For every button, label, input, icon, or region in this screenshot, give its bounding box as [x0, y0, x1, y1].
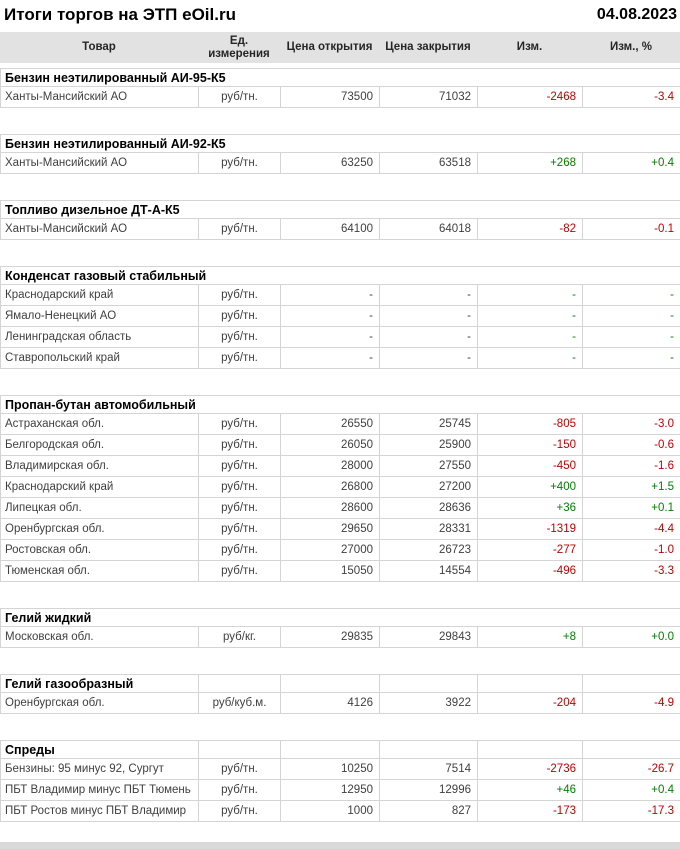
product-cell: Оренбургская обл. — [1, 693, 199, 713]
column-header-open-price: Цена открытия — [286, 41, 373, 53]
change-pct-cell: +0.1 — [583, 498, 680, 518]
table-row — [0, 693, 680, 714]
column-header-close-price: Цена закрытия — [385, 41, 471, 53]
change-pct-cell: -3.0 — [583, 414, 680, 434]
change-cell: -204 — [478, 693, 583, 713]
empty-cell — [583, 741, 680, 758]
section-title-row — [0, 266, 680, 285]
product-cell: Московская обл. — [1, 627, 199, 647]
table-row — [0, 519, 680, 540]
commodity-section — [0, 134, 680, 174]
close-price-cell: 63518 — [380, 153, 478, 173]
page-title: Итоги торгов на ЭТП eOil.ru — [4, 5, 236, 24]
table-row — [0, 153, 680, 174]
change-pct-cell: +0.4 — [583, 780, 680, 800]
empty-cell — [478, 675, 583, 692]
change-pct-cell: - — [583, 306, 680, 326]
empty-cell — [380, 741, 478, 758]
close-price-cell: 25900 — [380, 435, 478, 455]
unit-cell: руб/тн. — [199, 285, 281, 305]
unit-cell: руб/тн. — [199, 456, 281, 476]
table-row — [0, 801, 680, 822]
product-cell: Ханты-Мансийский АО — [1, 87, 199, 107]
unit-cell: руб/тн. — [199, 327, 281, 347]
section-title: Бензин неэтилированный АИ-95-К5 — [1, 69, 680, 86]
commodity-section — [0, 608, 680, 648]
change-pct-cell: -3.3 — [583, 561, 680, 581]
open-price-cell: - — [281, 327, 380, 347]
commodity-section — [0, 740, 680, 822]
change-pct-cell: -3.4 — [583, 87, 680, 107]
column-header-product: Товар — [82, 41, 116, 53]
open-price-cell: 29835 — [281, 627, 380, 647]
close-price-cell: - — [380, 348, 478, 368]
product-cell: Липецкая обл. — [1, 498, 199, 518]
table-row — [0, 561, 680, 582]
open-price-cell: 28600 — [281, 498, 380, 518]
product-cell: ПБТ Ростов минус ПБТ Владимир — [1, 801, 199, 821]
table-row — [0, 348, 680, 369]
change-pct-cell: -26.7 — [583, 759, 680, 779]
change-cell: - — [478, 285, 583, 305]
section-title: Конденсат газовый стабильный — [1, 267, 680, 284]
sections-container — [0, 68, 680, 822]
close-price-cell: 64018 — [380, 219, 478, 239]
product-cell: Ставропольский край — [1, 348, 199, 368]
section-title-row — [0, 674, 680, 693]
unit-cell: руб/тн. — [199, 561, 281, 581]
section-title: Спреды — [1, 741, 199, 758]
change-cell: -277 — [478, 540, 583, 560]
open-price-cell: 4126 — [281, 693, 380, 713]
product-cell: Краснодарский край — [1, 477, 199, 497]
open-price-cell: 12950 — [281, 780, 380, 800]
section-title-row — [0, 68, 680, 87]
close-price-cell: - — [380, 327, 478, 347]
change-pct-cell: -17.3 — [583, 801, 680, 821]
close-price-cell: 28331 — [380, 519, 478, 539]
section-title-row — [0, 134, 680, 153]
change-cell: -1319 — [478, 519, 583, 539]
table-row — [0, 435, 680, 456]
change-pct-cell: +0.0 — [583, 627, 680, 647]
table-row — [0, 456, 680, 477]
change-cell: +36 — [478, 498, 583, 518]
commodity-section — [0, 68, 680, 108]
product-cell: Ямало-Ненецкий АО — [1, 306, 199, 326]
change-cell: +400 — [478, 477, 583, 497]
change-cell: +268 — [478, 153, 583, 173]
table-row — [0, 627, 680, 648]
product-cell: Тюменская обл. — [1, 561, 199, 581]
change-cell: - — [478, 327, 583, 347]
product-cell: Астраханская обл. — [1, 414, 199, 434]
close-price-cell: - — [380, 306, 478, 326]
column-header-unit: Ед. измерения — [208, 34, 270, 60]
change-cell: +8 — [478, 627, 583, 647]
table-row — [0, 414, 680, 435]
unit-cell: руб/тн. — [199, 540, 281, 560]
table-row — [0, 285, 680, 306]
close-price-cell: 28636 — [380, 498, 478, 518]
unit-cell: руб/тн. — [199, 306, 281, 326]
change-pct-cell: +1.5 — [583, 477, 680, 497]
unit-cell: руб/тн. — [199, 348, 281, 368]
commodity-section — [0, 674, 680, 714]
empty-cell — [199, 741, 281, 758]
open-price-cell: - — [281, 285, 380, 305]
product-cell: Ханты-Мансийский АО — [1, 153, 199, 173]
unit-cell: руб/куб.м. — [199, 693, 281, 713]
table-row — [0, 477, 680, 498]
table-row — [0, 219, 680, 240]
close-price-cell: 71032 — [380, 87, 478, 107]
change-cell: -150 — [478, 435, 583, 455]
empty-cell — [199, 675, 281, 692]
product-cell: Ростовская обл. — [1, 540, 199, 560]
commodity-section — [0, 200, 680, 240]
unit-cell: руб/тн. — [199, 414, 281, 434]
close-price-cell: 29843 — [380, 627, 478, 647]
change-cell: -173 — [478, 801, 583, 821]
open-price-cell: 64100 — [281, 219, 380, 239]
close-price-cell: 26723 — [380, 540, 478, 560]
close-price-cell: 27200 — [380, 477, 478, 497]
product-cell: ПБТ Владимир минус ПБТ Тюмень — [1, 780, 199, 800]
close-price-cell: 827 — [380, 801, 478, 821]
table-row — [0, 87, 680, 108]
empty-cell — [583, 675, 680, 692]
section-title-row — [0, 395, 680, 414]
change-cell: -82 — [478, 219, 583, 239]
column-header-change-pct: Изм., % — [609, 41, 652, 53]
unit-cell: руб/тн. — [199, 780, 281, 800]
empty-cell — [281, 741, 380, 758]
open-price-cell: 26550 — [281, 414, 380, 434]
close-price-cell: 25745 — [380, 414, 478, 434]
change-cell: -2468 — [478, 87, 583, 107]
change-cell: -2736 — [478, 759, 583, 779]
unit-cell: руб/тн. — [199, 759, 281, 779]
section-title-row — [0, 608, 680, 627]
close-price-cell: 27550 — [380, 456, 478, 476]
product-cell: Бензины: 95 минус 92, Сургут — [1, 759, 199, 779]
change-cell: - — [478, 306, 583, 326]
open-price-cell: 26800 — [281, 477, 380, 497]
close-price-cell: - — [380, 285, 478, 305]
change-cell: -805 — [478, 414, 583, 434]
change-pct-cell: - — [583, 285, 680, 305]
change-cell: - — [478, 348, 583, 368]
open-price-cell: - — [281, 306, 380, 326]
horizontal-scrollbar[interactable] — [0, 842, 680, 849]
section-title: Топливо дизельное ДТ-А-К5 — [1, 201, 680, 218]
product-cell: Краснодарский край — [1, 285, 199, 305]
change-pct-cell: -0.6 — [583, 435, 680, 455]
table-row — [0, 759, 680, 780]
change-pct-cell: -1.0 — [583, 540, 680, 560]
close-price-cell: 3922 — [380, 693, 478, 713]
change-cell: -450 — [478, 456, 583, 476]
table-row — [0, 327, 680, 348]
commodity-section — [0, 266, 680, 369]
open-price-cell: 73500 — [281, 87, 380, 107]
table-row — [0, 498, 680, 519]
unit-cell: руб/тн. — [199, 87, 281, 107]
product-cell: Ленинградская область — [1, 327, 199, 347]
empty-cell — [281, 675, 380, 692]
table-row — [0, 780, 680, 801]
close-price-cell: 7514 — [380, 759, 478, 779]
close-price-cell: 12996 — [380, 780, 478, 800]
product-cell: Ханты-Мансийский АО — [1, 219, 199, 239]
product-cell: Владимирская обл. — [1, 456, 199, 476]
table-row — [0, 306, 680, 327]
unit-cell: руб/тн. — [199, 435, 281, 455]
section-title: Гелий жидкий — [1, 609, 680, 626]
change-pct-cell: -0.1 — [583, 219, 680, 239]
section-title: Пропан-бутан автомобильный — [1, 396, 680, 413]
change-pct-cell: -1.6 — [583, 456, 680, 476]
empty-cell — [478, 741, 583, 758]
product-cell: Оренбургская обл. — [1, 519, 199, 539]
open-price-cell: 63250 — [281, 153, 380, 173]
change-pct-cell: - — [583, 348, 680, 368]
open-price-cell: 10250 — [281, 759, 380, 779]
change-cell: -496 — [478, 561, 583, 581]
unit-cell: руб/тн. — [199, 219, 281, 239]
open-price-cell: 27000 — [281, 540, 380, 560]
unit-cell: руб/тн. — [199, 153, 281, 173]
column-header-change: Изм. — [516, 41, 543, 53]
open-price-cell: 26050 — [281, 435, 380, 455]
section-title-row — [0, 740, 680, 759]
product-cell: Белгородская обл. — [1, 435, 199, 455]
close-price-cell: 14554 — [380, 561, 478, 581]
section-title: Гелий газообразный — [1, 675, 199, 692]
table-row — [0, 540, 680, 561]
open-price-cell: 1000 — [281, 801, 380, 821]
change-pct-cell: +0.4 — [583, 153, 680, 173]
change-pct-cell: -4.9 — [583, 693, 680, 713]
open-price-cell: - — [281, 348, 380, 368]
section-title-row — [0, 200, 680, 219]
change-cell: +46 — [478, 780, 583, 800]
open-price-cell: 29650 — [281, 519, 380, 539]
unit-cell: руб/кг. — [199, 627, 281, 647]
commodity-section — [0, 395, 680, 582]
title-bar — [0, 0, 680, 32]
unit-cell: руб/тн. — [199, 801, 281, 821]
open-price-cell: 28000 — [281, 456, 380, 476]
report-date: 04.08.2023 — [596, 6, 677, 23]
section-title: Бензин неэтилированный АИ-92-К5 — [1, 135, 680, 152]
change-pct-cell: - — [583, 327, 680, 347]
table-column-header — [0, 32, 680, 63]
open-price-cell: 15050 — [281, 561, 380, 581]
unit-cell: руб/тн. — [199, 477, 281, 497]
empty-cell — [380, 675, 478, 692]
change-pct-cell: -4.4 — [583, 519, 680, 539]
unit-cell: руб/тн. — [199, 519, 281, 539]
unit-cell: руб/тн. — [199, 498, 281, 518]
